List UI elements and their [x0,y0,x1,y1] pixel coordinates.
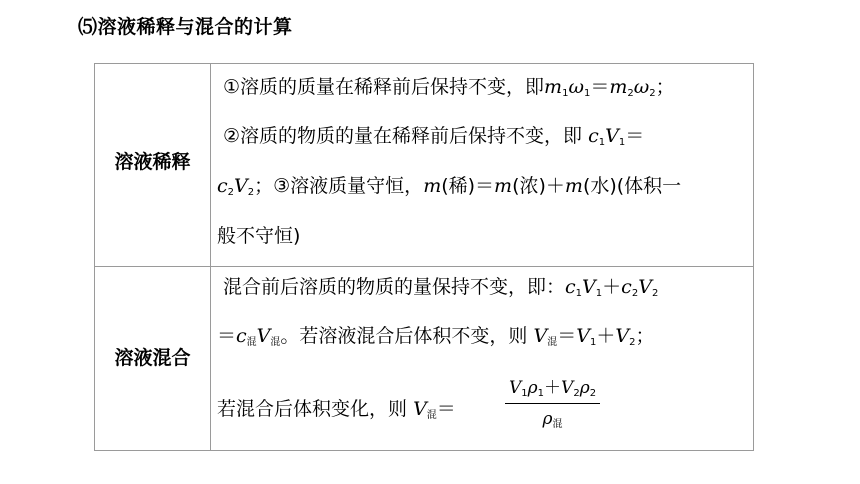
mixing-line-3 [217,394,456,421]
subscript: 1 [575,288,583,299]
math-symbol: V [413,398,427,420]
math-symbol: m [544,76,563,98]
subscript: 1 [618,137,626,148]
math-symbol: ρ [542,409,553,429]
subscript: 2 [247,187,255,198]
math-symbol: V [576,325,590,347]
math-symbol: m [564,175,583,197]
dilution-line-3 [217,171,681,198]
subscript: 1 [537,388,545,399]
math-symbol: ρ [527,378,538,398]
text: ； [655,76,675,98]
row-label-dilution: 溶液稀释 [114,151,191,173]
text: ①溶质的质量在稀释前后保持不变，即 [223,76,545,98]
math-symbol: V [509,378,522,398]
subscript: 2 [651,288,659,299]
text: ＝ [557,325,577,347]
subscript: 混 [547,337,558,348]
math-symbol: ρ [579,378,590,398]
dilution-line-4: 般不守恒) [217,225,301,247]
subscript: 2 [649,88,656,99]
math-symbol: c [236,325,247,347]
math-symbol: c [621,276,632,298]
math-symbol: V [638,276,652,298]
math-symbol: ω [568,76,584,98]
text: ＋ [544,378,562,398]
mixing-line-2 [217,321,654,348]
row-label-mixing: 溶液混合 [114,347,191,369]
text: ＝ [436,398,456,420]
text: ＋ [602,276,622,298]
text: (浓)＋ [512,175,565,197]
text: (水)(体积一 [582,175,682,197]
subscript: 1 [589,337,597,348]
math-symbol: V [615,325,630,347]
text: ； [635,325,655,347]
math-symbol: V [605,125,619,147]
subscript: 2 [589,388,597,399]
text: ②溶质的物质的量在稀释前后保持不变，即 [223,125,583,147]
math-symbol: V [256,325,271,347]
math-symbol: c [217,175,228,197]
mixing-line-1 [223,272,658,299]
text: ＝ [217,325,237,347]
math-symbol: m [609,76,628,98]
formula-table [94,63,754,451]
subscript: 混 [270,337,281,348]
text: ＝ [590,76,610,98]
math-symbol: V [561,378,574,398]
subscript: 1 [583,88,591,99]
subscript: 1 [562,88,569,99]
section-heading: ⑸溶液稀释与混合的计算 [78,16,293,38]
subscript: 混 [246,337,257,348]
text: (稀)＝ [441,175,495,197]
text: ；③溶液质量守恒， [254,175,424,197]
math-symbol: V [234,175,248,197]
subscript: 2 [627,88,634,99]
math-symbol: V [582,276,596,298]
subscript: 1 [521,388,528,399]
math-symbol: m [494,175,513,197]
subscript: 2 [631,288,639,299]
text: 混合前后溶质的物质的量保持不变，即： [223,276,566,298]
subscript: 1 [595,288,603,299]
subscript: 2 [629,337,636,348]
math-symbol: c [588,125,599,147]
volume-fraction [505,373,600,430]
math-symbol: V [533,325,548,347]
subscript: 混 [426,410,437,421]
dilution-line-2 [223,121,644,148]
text: ＝ [625,125,645,147]
math-symbol: c [565,276,576,298]
math-symbol: m [423,175,442,197]
text: ＋ [596,325,616,347]
fraction-denominator [505,404,600,430]
subscript: 1 [598,137,606,148]
text: 若混合后体积变化，则 [217,398,408,420]
math-symbol: ω [633,76,650,98]
text: 。若溶液混合后体积不变，则 [280,325,528,347]
subscript: 混 [552,419,563,430]
subscript: 2 [227,187,235,198]
row-divider [95,266,753,267]
column-divider [210,64,211,450]
fraction-numerator [505,373,600,404]
dilution-line-1 [223,72,675,99]
subscript: 2 [573,388,580,399]
